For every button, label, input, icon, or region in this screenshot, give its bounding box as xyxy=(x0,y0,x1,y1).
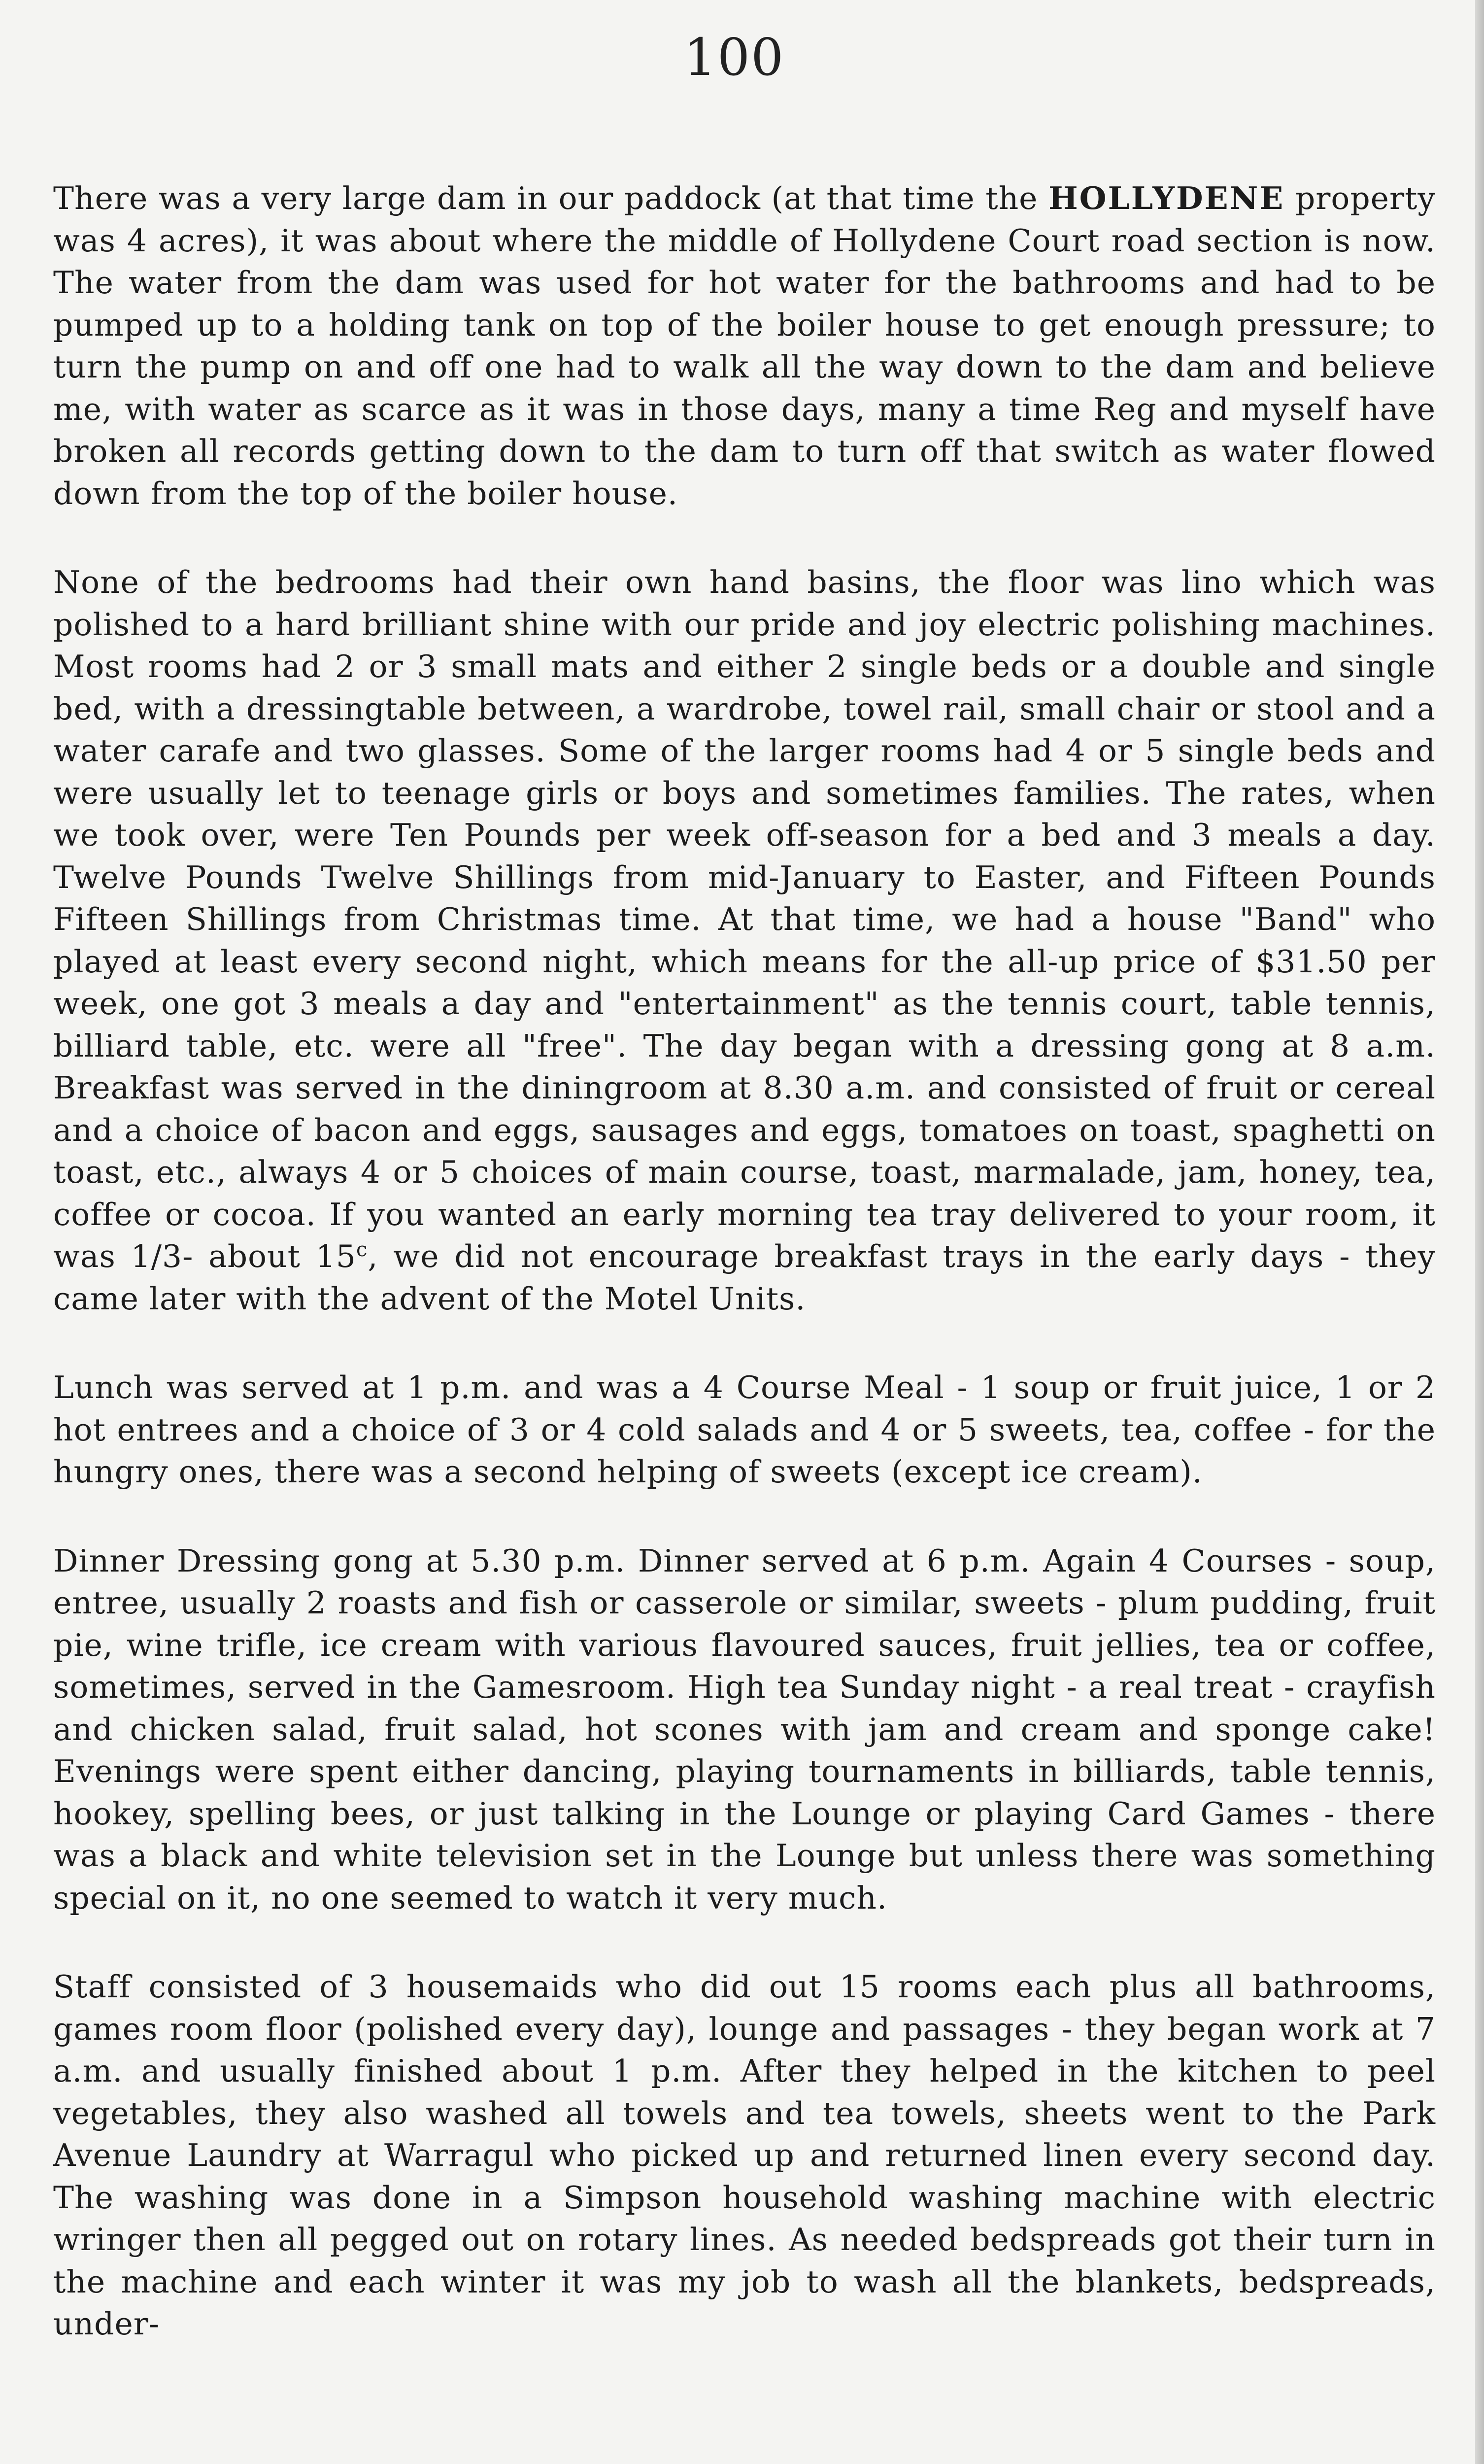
paragraph-text: Dinner Dressing gong at 5.30 p.m. Dinner served at 6 p.m. Again 4 Courses - soup, entree, usually 2 roasts and fish or casserole or similar, sweets - plum pudding, fruit pie, wine trifle, ice cream with various flavoured sauces, fruit jellies, tea or coffee, sometimes, served in the Gamesroom. High tea Sunday night - a real treat - crayfish and chicken salad, fruit salad, hot scones with jam and cream and sponge cake! Evenings were spent either dancing, playing tournaments in billiards, table tennis, hookey, spelling bees, or just talking in the Lounge or playing Card Games - there was a black and white television set in the Lounge but unless there was something special on it, no one seemed to watch it very much. xyxy=(53,1542,1436,1916)
hollydene-name: HOLLYDENE xyxy=(1048,180,1285,216)
paragraph-bedrooms xyxy=(53,561,1436,1320)
paragraph-text: There was a very large dam in our paddock (at that time the xyxy=(53,180,1049,216)
paragraph-dam xyxy=(53,177,1436,514)
paragraph-text: Lunch was served at 1 p.m. and was a 4 Course Meal - 1 soup or fruit juice, 1 or 2 hot entrees and a choice of 3 or 4 cold salads and 4 or 5 sweets, tea, coffee - for the hungry ones, there was a second helping of sweets (except ice cream). xyxy=(53,1369,1436,1490)
paragraph-text: , we did not encourage breakfast trays in the early days - they came later with the advent of the Motel Units. xyxy=(53,1238,1436,1317)
page-number: 100 xyxy=(683,27,785,87)
body-text xyxy=(53,177,1436,2345)
paragraph-dinner xyxy=(53,1540,1436,1919)
page-edge-shadow xyxy=(1475,0,1484,2464)
paragraph-text: None of the bedrooms had their own hand basins, the floor was lino which was polished to a hard brilliant shine with our pride and joy electric polishing machines. Most rooms had 2 or 3 small mats and either 2 single beds or a double and single bed, with a dressingtable between, a wardrobe, towel rail, small chair or stool and a water carafe and two glasses. Some of the larger rooms had 4 or 5 single beds and were usually let to teenage girls or boys and sometimes families. The rates, when we took over, were Ten Pounds per week off-season for a bed and 3 meals a day. Twelve Pounds Twelve Shillings from mid-January to Easter, and Fifteen Pounds Fifteen Shillings from Christmas time. At that time, we had a house "Band" who played at least every second night, which means for the all-up price of $31.50 per week, one got 3 meals a day and "entertainment" as the tennis court, table tennis, billiard table, etc. were all "free". The day began with a dressing gong at 8 a.m. Breakfast was served in the diningroom at 8.30 a.m. and consisted of fruit or cereal and a choice of bacon and eggs, sausages and eggs, tomatoes on toast, spaghetti on toast, etc., always 4 or 5 choices of main course, toast, marmalade, jam, honey, tea, coffee or cocoa. If you wanted an early morning tea tray delivered to your room, it was 1/3- about 15 xyxy=(53,564,1436,1274)
cents-superscript: c xyxy=(356,1238,368,1261)
paragraph-text: property was 4 acres), it was about where the middle of Hollydene Court road section is now. The water from the dam was used for hot water for the bathrooms and had to be pumped up to a holding tank on top of the boiler house to get enough pressure; to turn the pump on and off one had to walk all the way down to the dam and believe me, with water as scarce as it was in those days, many a time Reg and myself have broken all records getting down to the dam to turn off that switch as water flowed down from the top of the boiler house. xyxy=(53,180,1436,512)
paragraph-staff xyxy=(53,1966,1436,2345)
paragraph-lunch xyxy=(53,1367,1436,1493)
paragraph-text: Staff consisted of 3 housemaids who did out 15 rooms each plus all bathrooms, games room floor (polished every day), lounge and passages - they began work at 7 a.m. and usually finished about 1 p.m. After they helped in the kitchen to peel vegetables, they also washed all towels and tea towels, sheets went to the Park Avenue Laundry at Warragul who picked up and returned linen every second day. The washing was done in a Simpson household washing machine with electric wringer then all pegged out on rotary lines. As needed bedspreads got their turn in the machine and each winter it was my job to wash all the blankets, bedspreads, under- xyxy=(53,1969,1436,2342)
